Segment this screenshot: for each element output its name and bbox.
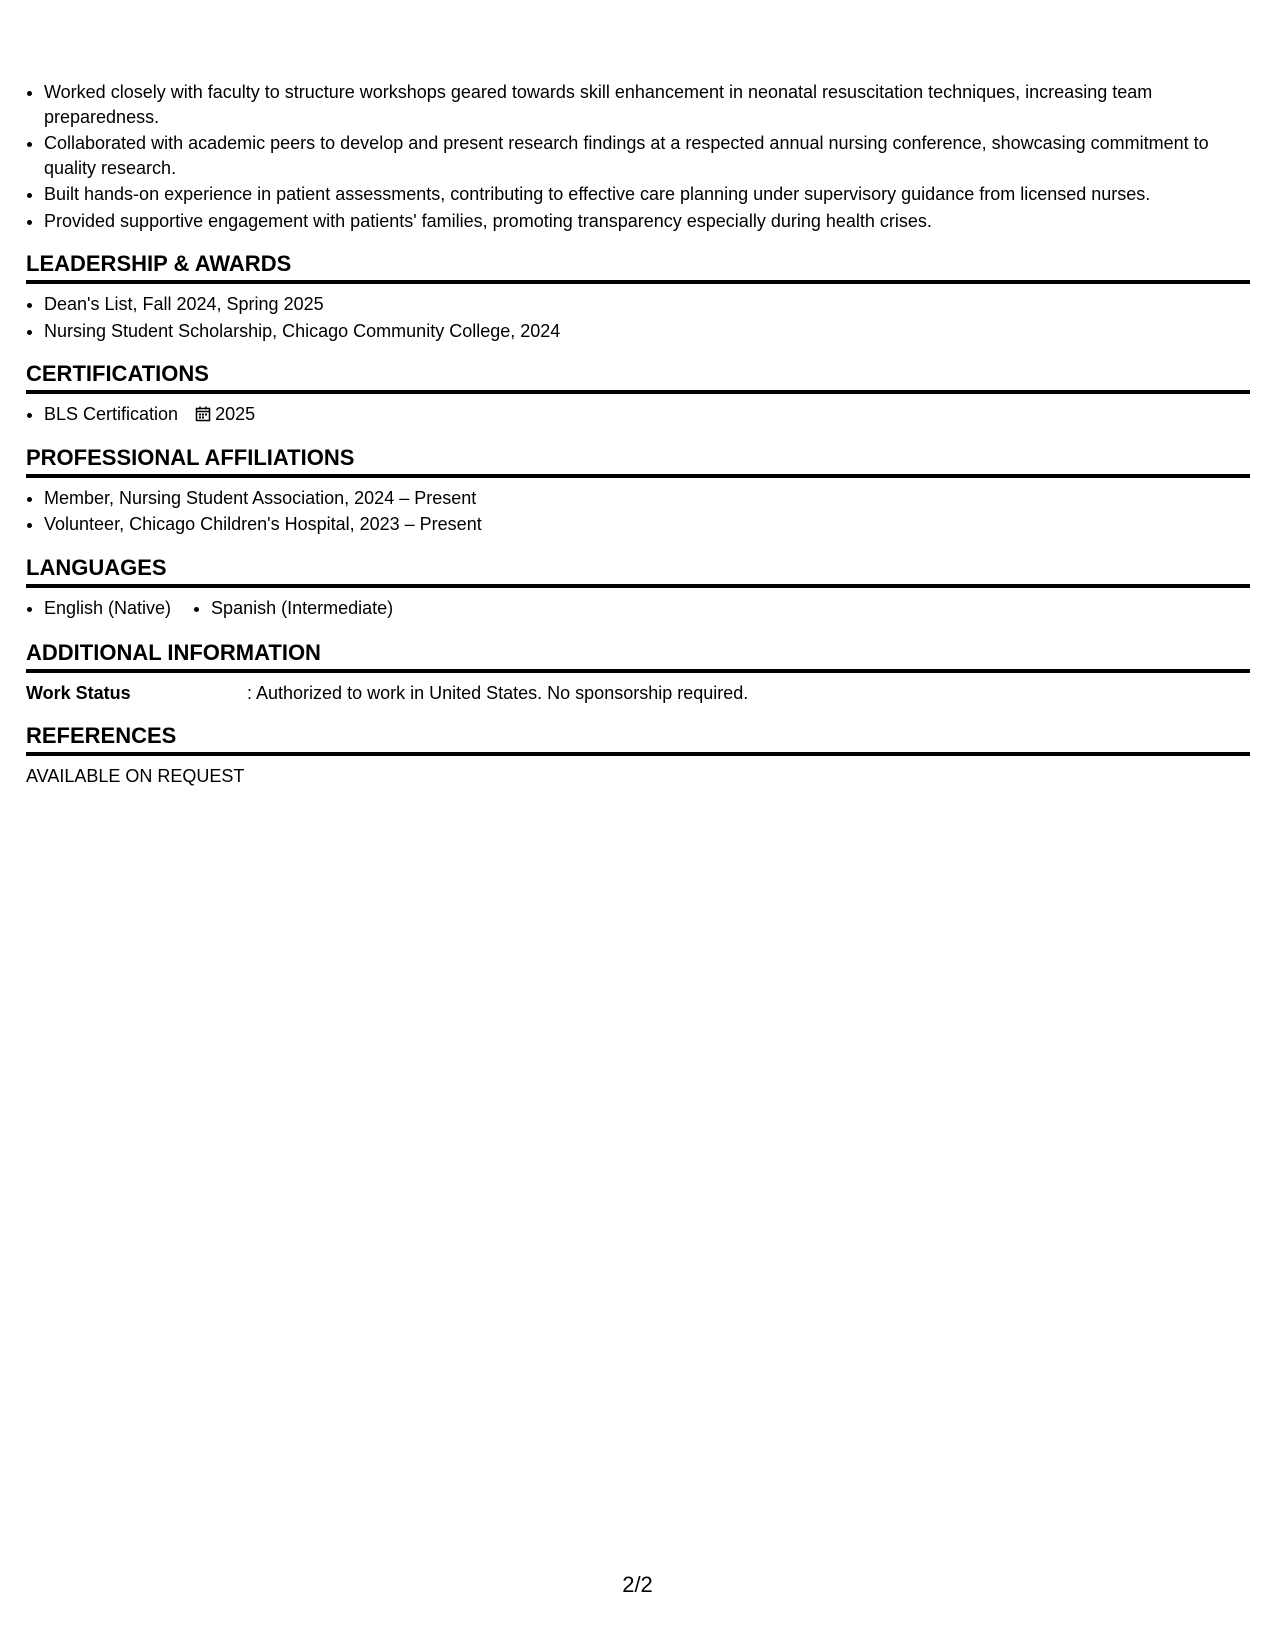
work-status-row (26, 681, 1250, 705)
section-heading: CERTIFICATIONS (26, 361, 1250, 394)
certification-year: 2025 (215, 404, 256, 424)
list-item: • Nursing Student Scholarship, Chicago Community College, 2024 (44, 319, 1250, 344)
certifications-list (26, 402, 1250, 427)
work-status-label: Work Status (26, 683, 131, 703)
list-item: • Dean's List, Fall 2024, Spring 2025 (44, 292, 1250, 317)
references-section (26, 723, 1250, 788)
list-item: • Worked closely with faculty to structure workshops geared towards skill enhancement in neonatal resuscitation techniques, increasing team preparedness. (44, 80, 1250, 129)
page-number: 2/2 (622, 1572, 653, 1597)
list-item: • Built hands-on experience in patient assessments, contributing to effective care planning under supervisory guidance from licensed nurses. (44, 182, 1250, 207)
calendar-icon (195, 404, 211, 420)
resume-page (26, 0, 1250, 788)
languages-list (26, 596, 1250, 623)
list-item: • Spanish (Intermediate) (211, 596, 393, 621)
leadership-section (26, 251, 1250, 343)
list-item: • Volunteer, Chicago Children's Hospital, 2023 – Present (44, 512, 1250, 537)
affiliations-section (26, 445, 1250, 537)
work-status-value: : Authorized to work in United States. No sponsorship required. (247, 683, 749, 703)
languages-section (26, 555, 1250, 623)
certification-name: BLS Certification (44, 404, 179, 424)
references-text: AVAILABLE ON REQUEST (26, 766, 245, 786)
list-item: • Member, Nursing Student Association, 2024 – Present (44, 486, 1250, 511)
list-item: • Collaborated with academic peers to develop and present research findings at a respected annual nursing conference, showcasing commitment to quality research. (44, 131, 1250, 180)
section-heading: LEADERSHIP & AWARDS (26, 251, 1250, 284)
section-heading: REFERENCES (26, 723, 1250, 756)
certifications-section (26, 361, 1250, 427)
experience-bullet-list (26, 80, 1250, 233)
section-heading: ADDITIONAL INFORMATION (26, 640, 1250, 673)
affiliations-list (26, 486, 1250, 537)
section-heading: PROFESSIONAL AFFILIATIONS (26, 445, 1250, 478)
list-item: • English (Native) (44, 596, 171, 621)
list-item: • Provided supportive engagement with patients' families, promoting transparency especially during health crises. (44, 209, 1250, 234)
leadership-list (26, 292, 1250, 343)
certification-item (44, 402, 1250, 427)
section-heading: LANGUAGES (26, 555, 1250, 588)
additional-info-section (26, 640, 1250, 705)
